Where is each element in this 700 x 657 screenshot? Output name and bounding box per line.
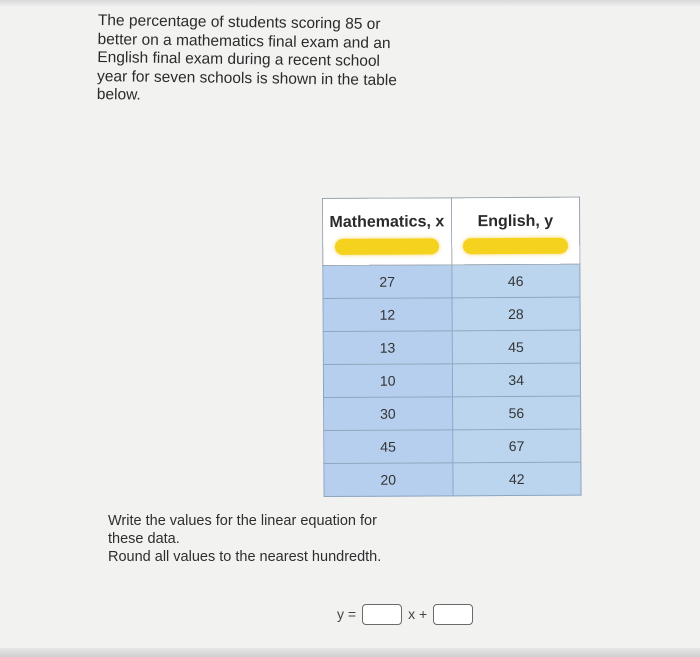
english-cell: 34 [452,363,581,397]
linear-equation [335,601,477,627]
page-bottom-edge [0,648,700,657]
prompt-line: The percentage of students scoring 85 or [97,12,381,33]
table-row [323,330,580,364]
math-cell: 13 [323,331,452,365]
math-cell: 30 [324,397,453,431]
instruction-line: these data. [108,531,180,547]
english-cell: 42 [452,462,581,496]
prompt-line: better on a mathematics final exam and an [97,30,391,52]
page-top-edge [0,0,700,6]
english-cell: 46 [451,264,580,298]
prompt-line: English final exam during a recent school [97,48,381,70]
table-row [323,264,580,298]
table-row [324,462,581,496]
instruction-line: Write the values for the linear equation for [108,513,377,529]
header-mathematics [323,198,452,266]
math-cell: 12 [323,298,452,332]
data-table-container [322,197,582,496]
english-cell: 56 [452,396,581,430]
prompt-line: below. [96,85,141,104]
equation-lhs: y = [337,606,357,622]
instruction-line: Round all values to the nearest hundredth. [108,549,382,565]
table-header-row [323,197,580,265]
table-row [323,363,580,397]
slope-input[interactable] [362,604,402,625]
math-cell: 27 [323,265,452,299]
english-cell: 67 [452,429,581,463]
english-cell: 28 [452,297,581,331]
intercept-input[interactable] [433,604,473,625]
table-row [323,297,580,331]
english-cell: 45 [452,330,581,364]
math-cell: 20 [324,463,453,497]
header-label: English, y [477,212,554,231]
highlight-mark [463,238,568,255]
equation-mid: x + [408,606,428,622]
prompt-line: year for seven schools is shown in the table [96,67,398,89]
header-label: Mathematics, x [329,213,445,231]
instructions [108,512,428,566]
highlight-mark [335,238,440,255]
question-prompt [97,12,443,109]
math-cell: 10 [323,364,452,398]
data-table [322,197,582,497]
table-row [324,429,581,463]
header-english [451,197,580,265]
math-cell: 45 [324,430,453,464]
table-row [324,396,581,430]
